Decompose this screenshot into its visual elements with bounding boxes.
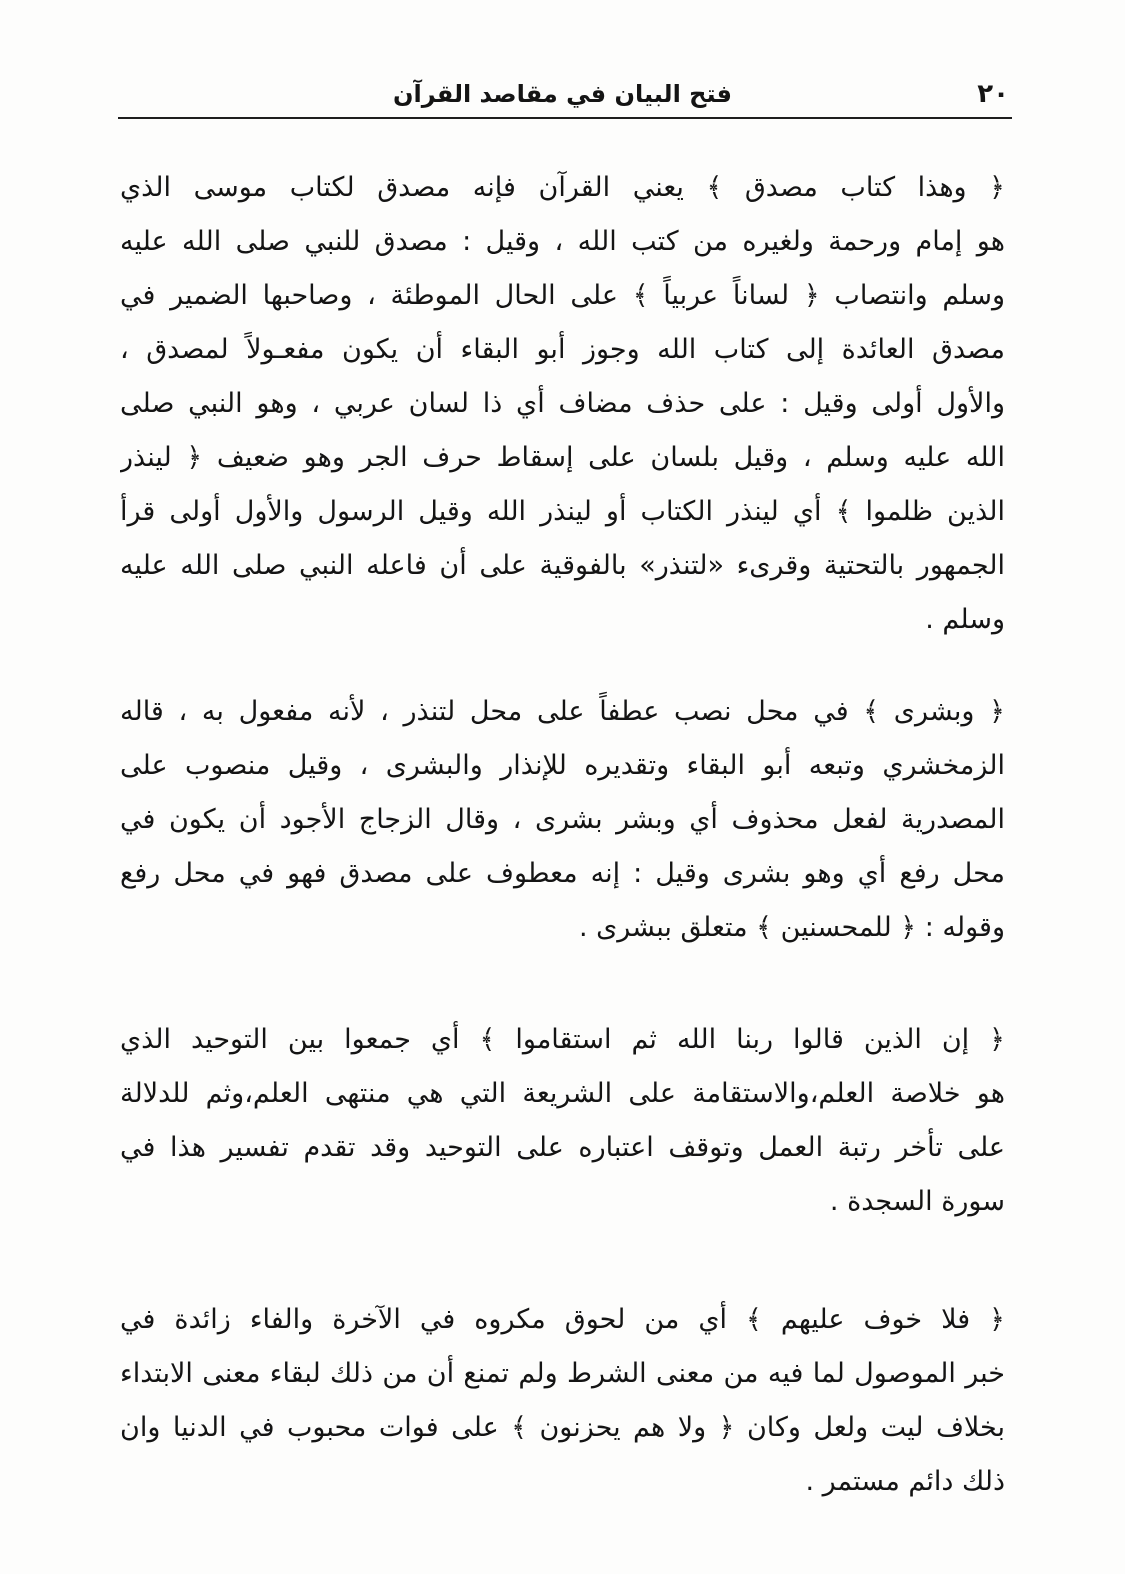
text-line: الزمخشري وتبعه أبو البقاء وتقديره للإنذار والبشرى ، وقيل منصوب على bbox=[120, 750, 1005, 781]
text-line: مصدق العائدة إلى كتاب الله وجوز أبو البقاء أن يكون مفعـولاً لمصدق ، bbox=[120, 334, 1005, 365]
page-number: ٢٠ bbox=[977, 79, 1009, 109]
text-line: الذين ظلموا ﴾ أي لينذر الكتاب أو لينذر الله وقيل الرسول والأول أولى قرأ bbox=[120, 496, 1005, 527]
text-line: وسلم وانتصاب ﴿ لساناً عربياً ﴾ على الحال الموطئة ، وصاحبها الضمير في bbox=[120, 280, 1005, 311]
text-line: والأول أولى وقيل : على حذف مضاف أي ذا لسان عربي ، وهو النبي صلى bbox=[120, 388, 1005, 419]
paragraph bbox=[120, 1013, 1005, 1229]
text-line: الله عليه وسلم ، وقيل بلسان على إسقاط حرف الجر وهو ضعيف ﴿ لينذر bbox=[120, 442, 1005, 473]
text-line: هو إمام ورحمة ولغيره من كتب الله ، وقيل : مصدق للنبي صلى الله عليه bbox=[120, 226, 1005, 257]
paragraph bbox=[120, 1293, 1005, 1509]
text-line: سورة السجدة . bbox=[829, 1186, 1005, 1217]
body-text bbox=[120, 0, 1005, 1574]
running-title: فتح البيان في مقاصد القرآن bbox=[393, 80, 732, 108]
text-line: محل رفع أي وهو بشرى وقيل : إنه معطوف على مصدق فهو في محل رفع bbox=[120, 858, 1005, 889]
text-line: المصدرية لفعل محذوف أي وبشر بشرى ، وقال الزجاج الأجود أن يكون في bbox=[120, 804, 1005, 835]
text-line: ﴿ وبشرى ﴾ في محل نصب عطفاً على محل لتنذر ، لأنه مفعول به ، قاله bbox=[120, 696, 1005, 727]
paragraph bbox=[120, 685, 1005, 955]
text-line: ﴿ فلا خوف عليهم ﴾ أي من لحوق مكروه في الآخرة والفاء زائدة في bbox=[120, 1304, 1005, 1335]
text-line: ﴿ إن الذين قالوا ربنا الله ثم استقاموا ﴾ أي جمعوا بين التوحيد الذي bbox=[120, 1024, 1005, 1055]
text-line: ذلك دائم مستمر . bbox=[805, 1466, 1005, 1497]
text-line: ﴿ وهذا كتاب مصدق ﴾ يعني القرآن فإنه مصدق لكتاب موسى الذي bbox=[120, 172, 1005, 203]
paragraph bbox=[120, 161, 1005, 647]
text-line: بخلاف ليت ولعل وكان ﴿ ولا هم يحزنون ﴾ على فوات محبوب في الدنيا وان bbox=[120, 1412, 1005, 1443]
text-line: على تأخر رتبة العمل وتوقف اعتباره على التوحيد وقد تقدم تفسير هذا في bbox=[120, 1132, 1005, 1163]
text-line: وقوله : ﴿ للمحسنين ﴾ متعلق ببشرى . bbox=[578, 912, 1005, 943]
text-line: الجمهور بالتحتية وقرىء «لتنذر» بالفوقية على أن فاعله النبي صلى الله عليه bbox=[120, 550, 1005, 581]
text-line: خبر الموصول لما فيه من معنى الشرط ولم تمنع أن من ذلك لبقاء معنى الابتداء bbox=[120, 1358, 1005, 1389]
text-line: هو خلاصة العلم،والاستقامة على الشريعة التي هي منتهى العلم،وثم للدلالة bbox=[120, 1078, 1005, 1109]
text-line: وسلم . bbox=[925, 604, 1005, 635]
